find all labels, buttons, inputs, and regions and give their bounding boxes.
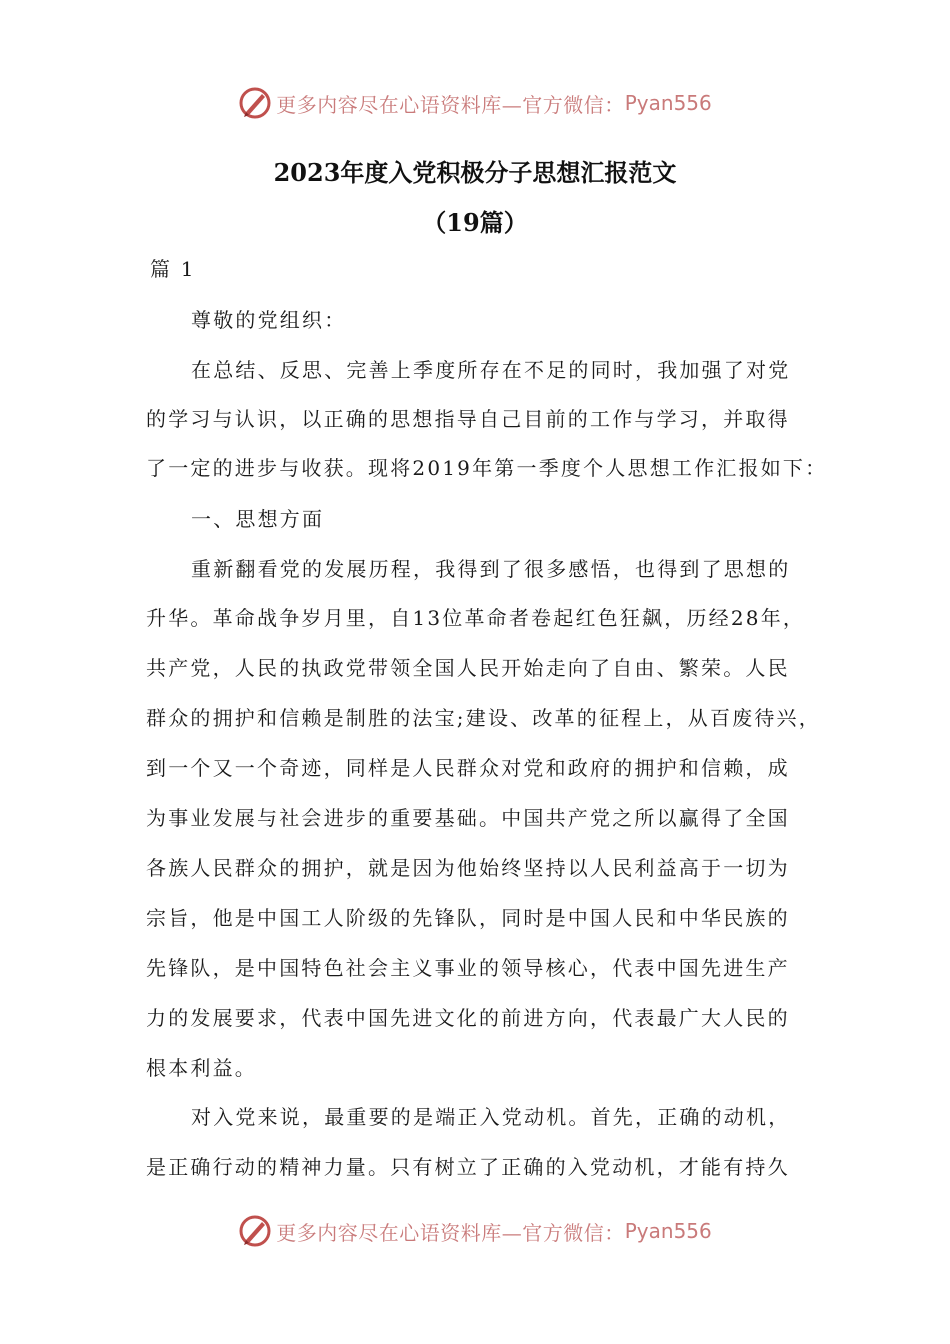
body-line: 各族人民群众的拥护，就是因为他始终坚持以人民利益高于一切为 bbox=[146, 856, 790, 880]
watermark-text: 更多内容尽在心语资料库—官方微信： bbox=[276, 1220, 625, 1245]
watermark-wechat-id: Pyan556 bbox=[624, 1219, 712, 1243]
pen-logo-icon bbox=[238, 86, 272, 120]
section-heading: 一、思想方面 bbox=[191, 507, 325, 531]
body-line: 根本利益。 bbox=[146, 1056, 257, 1080]
body-line: 的学习与认识，以正确的思想指导自己目前的工作与学习，并取得 bbox=[146, 407, 790, 431]
body-line: 了一定的进步与收获。现将2019年第一季度个人思想工作汇报如下： bbox=[146, 456, 828, 480]
body-line: 重新翻看党的发展历程，我得到了很多感悟，也得到了思想的 bbox=[191, 557, 791, 581]
body-line: 宗旨，他是中国工人阶级的先锋队，同时是中国人民和中华民族的 bbox=[146, 906, 790, 930]
salutation: 尊敬的党组织： bbox=[191, 308, 347, 332]
body-line: 在总结、反思、完善上季度所存在不足的同时，我加强了对党 bbox=[191, 358, 791, 382]
body-line: 力的发展要求，代表中国先进文化的前进方向，代表最广大人民的 bbox=[146, 1006, 790, 1030]
watermark-text: 更多内容尽在心语资料库—官方微信： bbox=[276, 92, 625, 117]
pen-logo-icon bbox=[238, 1214, 272, 1248]
document-subtitle: （19篇） bbox=[422, 208, 528, 237]
watermark-wechat-id: Pyan556 bbox=[624, 91, 712, 115]
body-line: 共产党，人民的执政党带领全国人民开始走向了自由、繁荣。人民 bbox=[146, 656, 790, 680]
body-line: 升华。革命战争岁月里，自13位革命者卷起红色狂飙，历经28年， bbox=[146, 606, 806, 630]
body-line: 群众的拥护和信赖是制胜的法宝;建设、改革的征程上，从百废待兴， bbox=[146, 706, 821, 730]
body-line: 为事业发展与社会进步的重要基础。中国共产党之所以赢得了全国 bbox=[146, 806, 790, 830]
footer-watermark-banner bbox=[0, 1211, 950, 1251]
body-line: 先锋队，是中国特色社会主义事业的领导核心，代表中国先进生产 bbox=[146, 956, 790, 980]
header-watermark-banner bbox=[0, 83, 950, 123]
section-label: 篇 1 bbox=[150, 257, 196, 281]
document-title: 2023年度入党积极分子思想汇报范文 bbox=[273, 158, 677, 187]
body-line: 对入党来说，最重要的是端正入党动机。首先，正确的动机， bbox=[191, 1105, 791, 1129]
body-line: 是正确行动的精神力量。只有树立了正确的入党动机，才能有持久 bbox=[146, 1155, 790, 1179]
body-line: 到一个又一个奇迹，同样是人民群众对党和政府的拥护和信赖，成 bbox=[146, 756, 790, 780]
